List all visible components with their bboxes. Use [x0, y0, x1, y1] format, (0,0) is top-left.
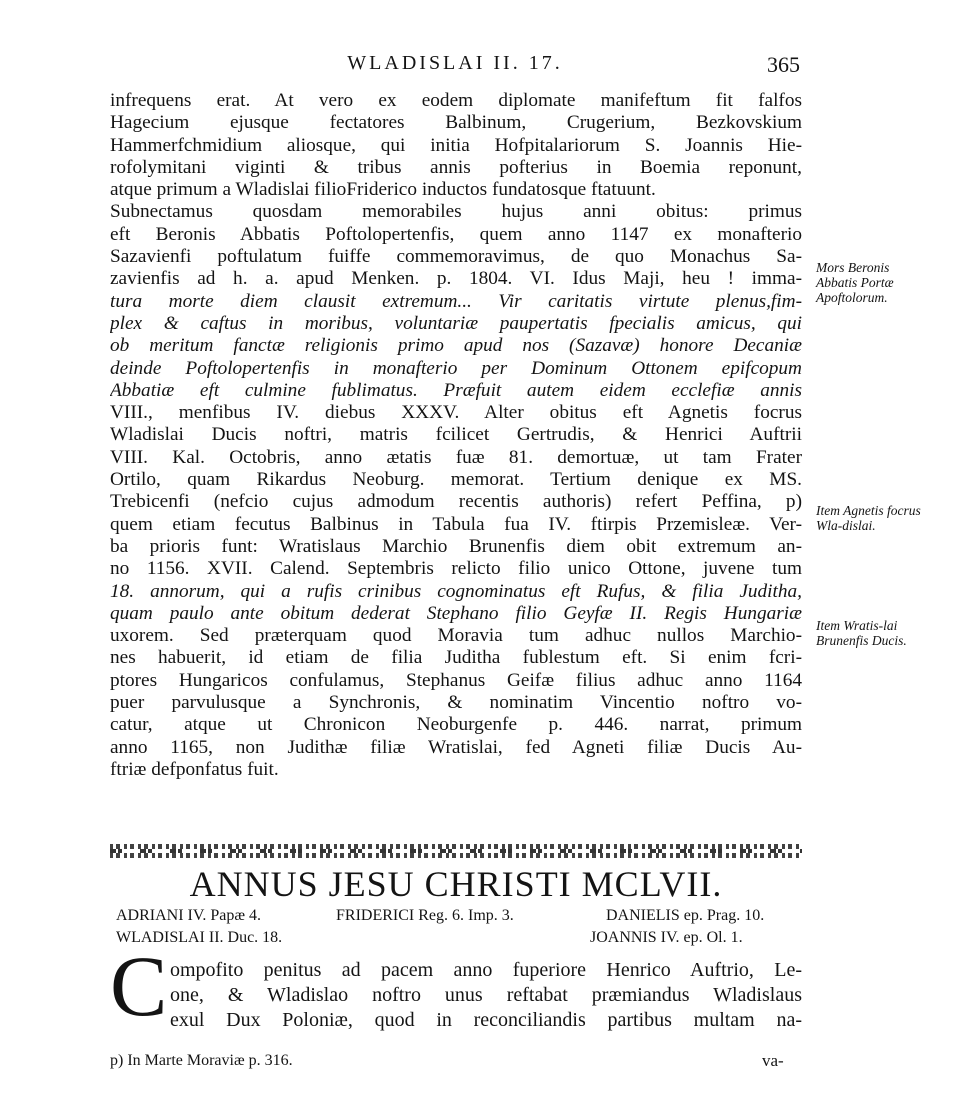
text-line: Wladislai Ducis noftri, matris fcilicet Gertrudis, & Henrici Auftrii — [110, 424, 802, 446]
text-line: infrequens erat. At vero ex eodem diplomate manifeftum fit falfos — [110, 90, 802, 111]
text-line: tura morte diem clausit extremum... Vir caritatis virtute plenus,fim- — [110, 290, 802, 312]
text-line: atque primum a Wladislai filioFriderico inductos fundatosque ftatuunt. — [110, 179, 656, 201]
text-line: 18. annorum, qui a rufis crinibus cognominatus eft Rufus, & filia Juditha, — [110, 580, 802, 602]
text-line: ob meritum fanctæ religionis primo apud nos (Sazavæ) honore Decaniæ — [110, 335, 802, 357]
paragraph-3 — [170, 958, 802, 1033]
running-head — [110, 52, 800, 86]
text-line: quem etiam fecutus Balbinus in Tabula fua IV. ftirpis Przemisleæ. Ver- — [110, 513, 802, 535]
text-line: Subnectamus quosdam memorabiles hujus anni obitus: primus — [110, 201, 802, 223]
regnal-duke: WLADISLAI II. Duc. 18. — [116, 929, 283, 946]
text-line: no 1156. XVII. Calend. Septembris relicto filio unico Ottone, juvene tum — [110, 558, 802, 580]
text-line: exul Dux Poloniæ, quod in reconciliandis partibus multam na- — [170, 1009, 802, 1031]
marginal-note-beron: Mors Beronis Abbatis Portæ Apoftolorum. — [816, 260, 894, 305]
text-line: Sazavienfi poftulatum fuiffe commemoravimus, de quo Monachus Sa- — [110, 246, 802, 268]
text-line: Hagecium ejusque fectatores Balbinum, Crugerium, Bezkovskium — [110, 112, 802, 134]
text-line: anno 1165, non Judithæ filiæ Wratislai, fed Agneti filiæ Ducis Au- — [110, 736, 802, 758]
text-line: puer parvulusque a Synchronis, & nominatim Vincentio noftro vo- — [110, 692, 802, 714]
text-line: ftriæ defponfatus fuit. — [110, 758, 279, 780]
text-line: one, & Wladislao noftro unus reftabat præmiandus Wladislaus — [170, 984, 802, 1006]
running-title: WLADISLAI II. 17. — [347, 52, 563, 74]
footnote: p) In Marte Moraviæ p. 316. — [110, 1052, 293, 1069]
marginal-note-wratislaus: Item Wratis-lai Brunenfis Ducis. — [816, 618, 907, 648]
text-line: ptores Hungaricos confulamus, Stephanus Geifæ filius adhuc anno 1164 — [110, 669, 802, 691]
text-line: quam paulo ante obitum dederat Stephano filio Geyfæ II. Regis Hungariæ — [110, 602, 802, 624]
catchword: va- — [762, 1051, 784, 1070]
paragraph-2 — [110, 201, 802, 781]
regnal-pope: ADRIANI IV. Papæ 4. — [116, 907, 262, 924]
text-line: Abbatiæ eft culmine fublimatus. Præfuit autem eidem ecclefiæ annis — [110, 379, 802, 401]
paragraph-1 — [110, 90, 802, 201]
year-heading: ANNUS JESU CHRISTI MCLVII. — [189, 864, 723, 904]
text-line: Ortilo, quam Rikardus Neoburg. memorat. Tertium denique ex MS. — [110, 469, 802, 491]
regnal-bishop-olomouc: JOANNIS IV. ep. Ol. 1. — [590, 929, 743, 946]
marginal-note-agnes: Item Agnetis focrus Wla-dislai. — [816, 503, 921, 533]
text-line: ba prioris funt: Wratislaus Marchio Brunenfis diem obit extremum an- — [110, 535, 802, 557]
text-line: VIII., menfibus IV. diebus XXXV. Alter obitus eft Agnetis focrus — [110, 402, 802, 424]
text-line: Hammerfchmidium aliosque, qui initia Hofpitalariorum S. Joannis Hie- — [110, 134, 802, 156]
text-line: eft Beronis Abbatis Poftolopertenfis, quem anno 1147 ex monafterio — [110, 223, 802, 245]
text-line: plex & caftus in moribus, voluntariæ paupertatis fpecialis amicus, qui — [110, 312, 802, 334]
page-number: 365 — [767, 52, 800, 77]
text-line: VIII. Kal. Octobris, anno ætatis fuæ 81. demortuæ, ut tam Frater — [110, 446, 802, 468]
text-line: zavienfis ad h. a. apud Menken. p. 1804. VI. Idus Maji, heu ! imma- — [110, 268, 802, 290]
text-line: Trebicenfi (nefcio cujus admodum recentis authoris) refert Peffina, p) — [110, 491, 802, 513]
main-text — [110, 90, 802, 781]
text-line: uxorem. Sed præterquam quod Moravia tum adhuc nullos Marchio- — [110, 625, 802, 647]
regnal-emperor: FRIDERICI Reg. 6. Imp. 3. — [336, 907, 514, 924]
regnal-bishop-prague: DANIELIS ep. Prag. 10. — [606, 907, 765, 924]
text-line: ompofito penitus ad pacem anno fuperiore Henrico Auftrio, Le- — [170, 959, 802, 981]
text-line: nes habuerit, id etiam de filia Juditha fublestum eft. Si enim fcri- — [110, 647, 802, 669]
drop-cap: C — [110, 938, 168, 1034]
text-line: deinde Poftolopertenfis in monafterio per Dominum Ottonem epifcopum — [110, 357, 802, 379]
text-line: rofolymitani viginti & tribus annis pofterius in Boemia reponunt, — [110, 156, 802, 178]
ornamental-rule — [110, 844, 802, 858]
text-line: catur, atque ut Chronicon Neoburgenfe p. 446. narrat, primum — [110, 714, 802, 736]
